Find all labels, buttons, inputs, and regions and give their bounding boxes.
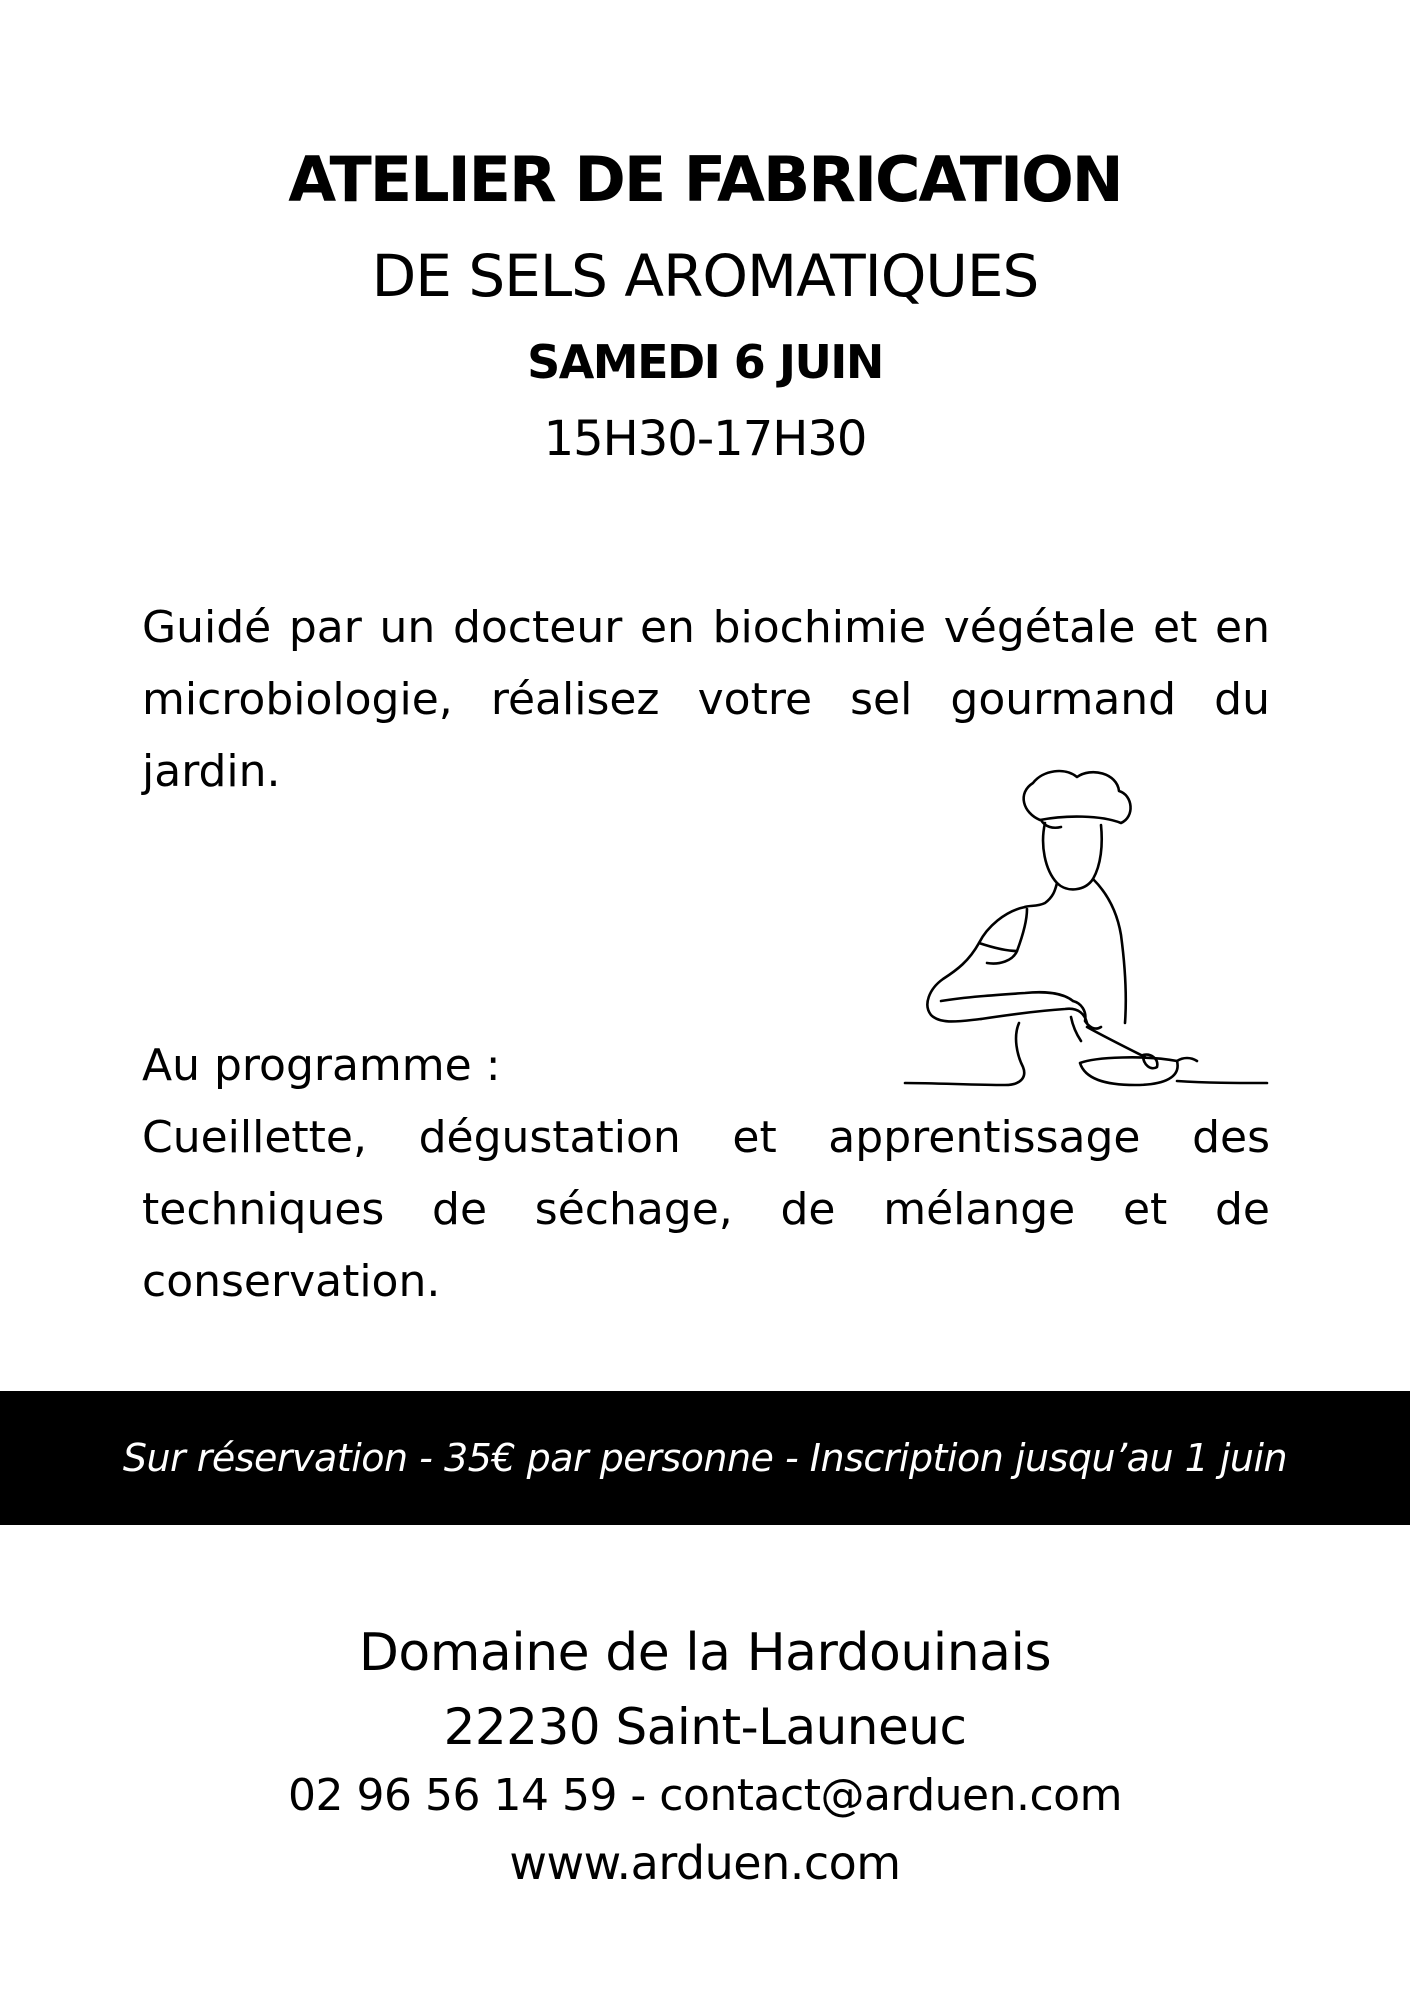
program-paragraph: Cueillette, dégustation et apprentissage des techniques de séchage, de mélange et de conservation. [142, 1112, 1270, 1307]
website-link[interactable]: www.arduen.com [509, 1836, 901, 1890]
venue-name: Domaine de la Hardouinais [358, 1623, 1052, 1683]
event-title: ATELIER DE FABRICATION [288, 143, 1122, 216]
program-heading: Au programme : [142, 1040, 501, 1091]
event-time: 15H30-17H30 [543, 411, 867, 467]
venue-address: 22230 Saint-Launeuc [443, 1698, 967, 1756]
chef-cooking-line-art-icon [895, 765, 1275, 1090]
intro-paragraph: Guidé par un docteur en biochimie végétale et en microbiologie, réalisez votre sel gourmand du jardin. [142, 602, 1270, 797]
reservation-banner [0, 1391, 1410, 1525]
event-subtitle: DE SELS AROMATIQUES [371, 242, 1039, 310]
phone-email: 02 96 56 14 59 - contact@arduen.com [288, 1770, 1122, 1821]
reservation-text: Sur réservation - 35€ par personne - Inscription jusqu’au 1 juin [122, 1436, 1288, 1480]
event-date: SAMEDI 6 JUIN [527, 335, 883, 389]
